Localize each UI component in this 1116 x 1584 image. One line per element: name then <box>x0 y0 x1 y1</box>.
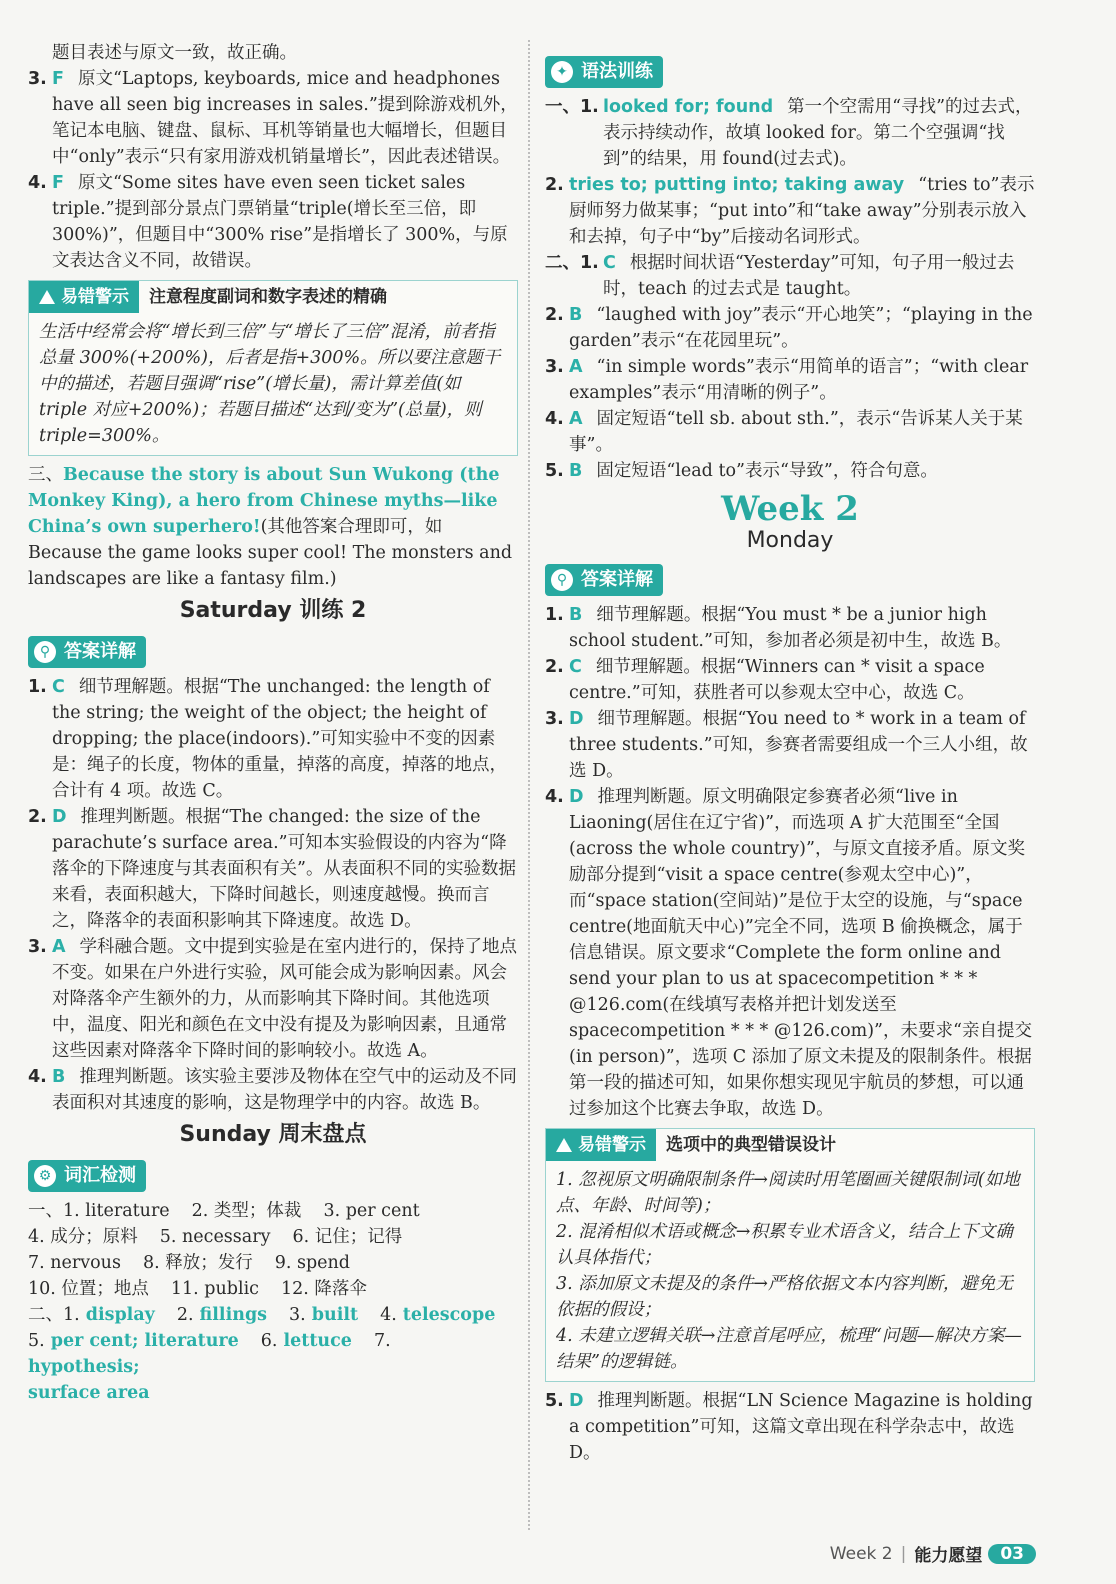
warning-icon <box>556 1138 572 1152</box>
warning-body: 1. 忽视原文明确限制条件→阅读时用笔圈画关键限制词(如地点、年龄、时间等)； 2. 混淆相似术语或概念→积累专业术语含义，结合上下文确认具体指代； 3. 添加原文未提及的条件→严格依据文本内容判断，避免无依据的假设； 4. 未建立逻辑关联→注意首尾呼应，梳理“问题—解决方案—结果”的逻辑链。 <box>556 1170 1022 1372</box>
warning-tag: 易错警示 <box>29 281 139 313</box>
grammar-icon: ✦ <box>551 61 573 83</box>
grammar-item-1: 一、1. looked for; found 第一个空需用“寻找”的过去式，表示持续动作，故填 looked for。第二个空强调“找到”的结果，用 found(过去式)。 <box>545 97 1033 169</box>
warning-title: 选项中的典型错误设计 <box>666 1135 836 1155</box>
warning-box-2 <box>545 1128 1035 1382</box>
vocab-line-4: 10. 位置；地点 11. public 12. 降落伞 <box>28 1279 367 1299</box>
grammar-item-2-1: 二、1. C 根据时间状语“Yesterday”可知，句子用一般过去时，teach 的过去式是 taught。 <box>545 253 1015 299</box>
sat-item-4: 4. B 推理判断题。该实验主要涉及物体在空气中的运动及不同表面积对其速度的影响，这是物理学中的内容。故选 B。 <box>28 1067 517 1113</box>
sat-item-2: 2. D 推理判断题。根据“The changed: the size of the parachute’s surface area.”可知本实验假设的内容为“降落伞的下降速度与其表面积有关”。从表面积不同的实验数据来看，表面积越大，下降时间越长，则速度越慢。换而言之，降落伞的表面积影响其下降速度。故选 D。 <box>28 807 516 931</box>
search-icon: ⚲ <box>551 569 573 591</box>
vocab-line-3: 7. nervous 8. 释放；发行 9. spend <box>28 1253 350 1273</box>
page-footer: Week 2 | 能力愿望 03 <box>830 1541 1036 1566</box>
footer-label: 能力愿望 <box>914 1546 983 1566</box>
search-icon: ⚲ <box>34 641 56 663</box>
vocab-line-7: surface area <box>28 1383 150 1403</box>
sunday-title: Sunday 周末盘点 <box>179 1122 367 1147</box>
vocab-line-5: 二、1. display 2. fillings 3. built 4. telescope <box>28 1305 496 1325</box>
column-divider <box>528 40 530 1530</box>
warning-icon <box>39 290 55 304</box>
monday-item-2: 2. C 细节理解题。根据“Winners can * visit a space centre.”可知，获胜者可以参观太空中心，故选 C。 <box>545 657 985 703</box>
warning-box-1 <box>28 280 518 456</box>
right-column <box>545 40 1035 1466</box>
monday-item-4: 4. D 推理判断题。原文明确限定参赛者必须“live in Liaoning(居住在辽宁省)”，而选项 A 扩大范围至“全国(across the whole country)”，与原文直接矛盾。原文奖励部分提到“visit a space centre(参观太空中心)”，而“space station(空间站)”是位于太空的设施，与“space centre(地面航天中心)”完全不同，选项 B 偷换概念，属于信息错误。原文要求“Complete the form online and send your plan to us at spacecompetition * * * @126.com(在线填写表格并把计划发送至 spacecompetition * * * @126.com)”，未要求“亲自提交(in person)”，选项 C 添加了原文未提及的限制条件。根据第一段的描述可知，如果你想实现见宇航员的梦想，可以通过参加这个比赛去争取，故选 D。 <box>545 787 1032 1119</box>
footer-week: Week 2 <box>829 1543 893 1564</box>
saturday-title: Saturday 训练 2 <box>179 598 367 623</box>
vocab-badge: ⚙ 词汇检测 <box>28 1160 146 1192</box>
grammar-item-2-5: 5. B 固定短语“lead to”表示“导致”，符合句意。 <box>545 461 938 481</box>
answer-item-3: 3. F 原文“Laptops, keyboards, mice and headphones have all seen big increases in sales.”提到除游戏机外，笔记本电脑、键盘、鼠标、耳机等销量也大幅增长，但题目中“only”表示“只有家用游戏机销量增长”，因此表述错误。 <box>28 69 518 167</box>
warning-title: 注意程度副词和数字表述的精确 <box>149 287 387 307</box>
monday-item-5: 5. D 推理判断题。根据“LN Science Magazine is holding a competition”可知，这篇文章出现在科学杂志中，故选 D。 <box>545 1391 1033 1463</box>
warning-tag: 易错警示 <box>546 1129 656 1161</box>
continued-line: 题目表述与原文一致，故正确。 <box>52 43 297 63</box>
answers-badge-right: ⚲ 答案详解 <box>545 564 663 596</box>
sat-item-1: 1. C 细节理解题。根据“The unchanged: the length of the string; the weight of the object; the height of dropping; the place(indoors).”可知实验中不变的因素是：绳子的长度，物体的重量，掉落的高度，掉落的地点，合计有 4 项。故选 C。 <box>28 677 507 801</box>
week-title: Week 2 <box>721 489 859 529</box>
grammar-item-2: 2. tries to; putting into; taking away “tries to”表示厨师努力做某事；“put into”和“take away”分别表示放入和去掉，句子中“by”后接动名词形式。 <box>545 175 1035 247</box>
answer-item-4: 4. F 原文“Some sites have even seen ticket sales triple.”提到部分景点门票销量“triple(增长至三倍，即 300%)”，但题目中“300% rise”是指增长了 300%，与原文表达含义不同，故错误。 <box>28 173 508 271</box>
grammar-badge: ✦ 语法训练 <box>545 56 663 88</box>
vocab-line-2: 4. 成分；原料 5. necessary 6. 记住；记得 <box>28 1227 403 1247</box>
gear-icon: ⚙ <box>34 1165 56 1187</box>
grammar-item-2-3: 3. A “in simple words”表示“用简单的语言”；“with clear examples”表示“用清晰的例子”。 <box>545 357 1029 403</box>
section-3-answer: 三、Because the story is about Sun Wukong (the Monkey King), a hero from Chinese myths—like China’s own superhero!(其他答案合理即可，如 Because the game looks super cool! The monsters and landscapes are like a fantasy film.) <box>28 465 513 589</box>
answers-badge: ⚲ 答案详解 <box>28 636 146 668</box>
left-column <box>28 40 518 1406</box>
day-title: Monday <box>746 528 834 553</box>
vocab-line-6: 5. per cent; literature 6. lettuce 7. hypothesis; <box>28 1331 391 1377</box>
sat-item-3: 3. A 学科融合题。文中提到实验是在室内进行的，保持了地点不变。如果在户外进行实验，风可能会成为影响因素。风会对降落伞产生额外的力，从而影响其下降时间。其他选项中，温度、阳光和颜色在文中没有提及为影响因素，且通常这些因素对降落伞下降时间的影响较小。故选 A。 <box>28 937 518 1061</box>
monday-item-1: 1. B 细节理解题。根据“You must * be a junior high school student.”可知，参加者必须是初中生，故选 B。 <box>545 605 1012 651</box>
grammar-item-2-2: 2. B “laughed with joy”表示“开心地笑”；“playing in the garden”表示“在花园里玩”。 <box>545 305 1033 351</box>
vocab-line-1: 一、1. literature 2. 类型；体裁 3. per cent <box>28 1201 420 1221</box>
grammar-item-2-4: 4. A 固定短语“tell sb. about sth.”，表示“告诉某人关于某事”。 <box>545 409 1023 455</box>
monday-item-3: 3. D 细节理解题。根据“You need to * work in a team of three students.”可知，参赛者需要组成一个三人小组，故选 D。 <box>545 709 1028 781</box>
page-number: 03 <box>988 1544 1036 1564</box>
warning-body: 生活中经常会将“增长到三倍”与“增长了三倍”混淆，前者指总量 300%(+200%)，后者是指+300%。所以要注意题干中的描述，若题目强调“rise”(增长量)，需计算差值(如 triple 对应+200%)；若题目描述“达到/变为”(总量)，则 triple=300%。 <box>39 322 501 446</box>
